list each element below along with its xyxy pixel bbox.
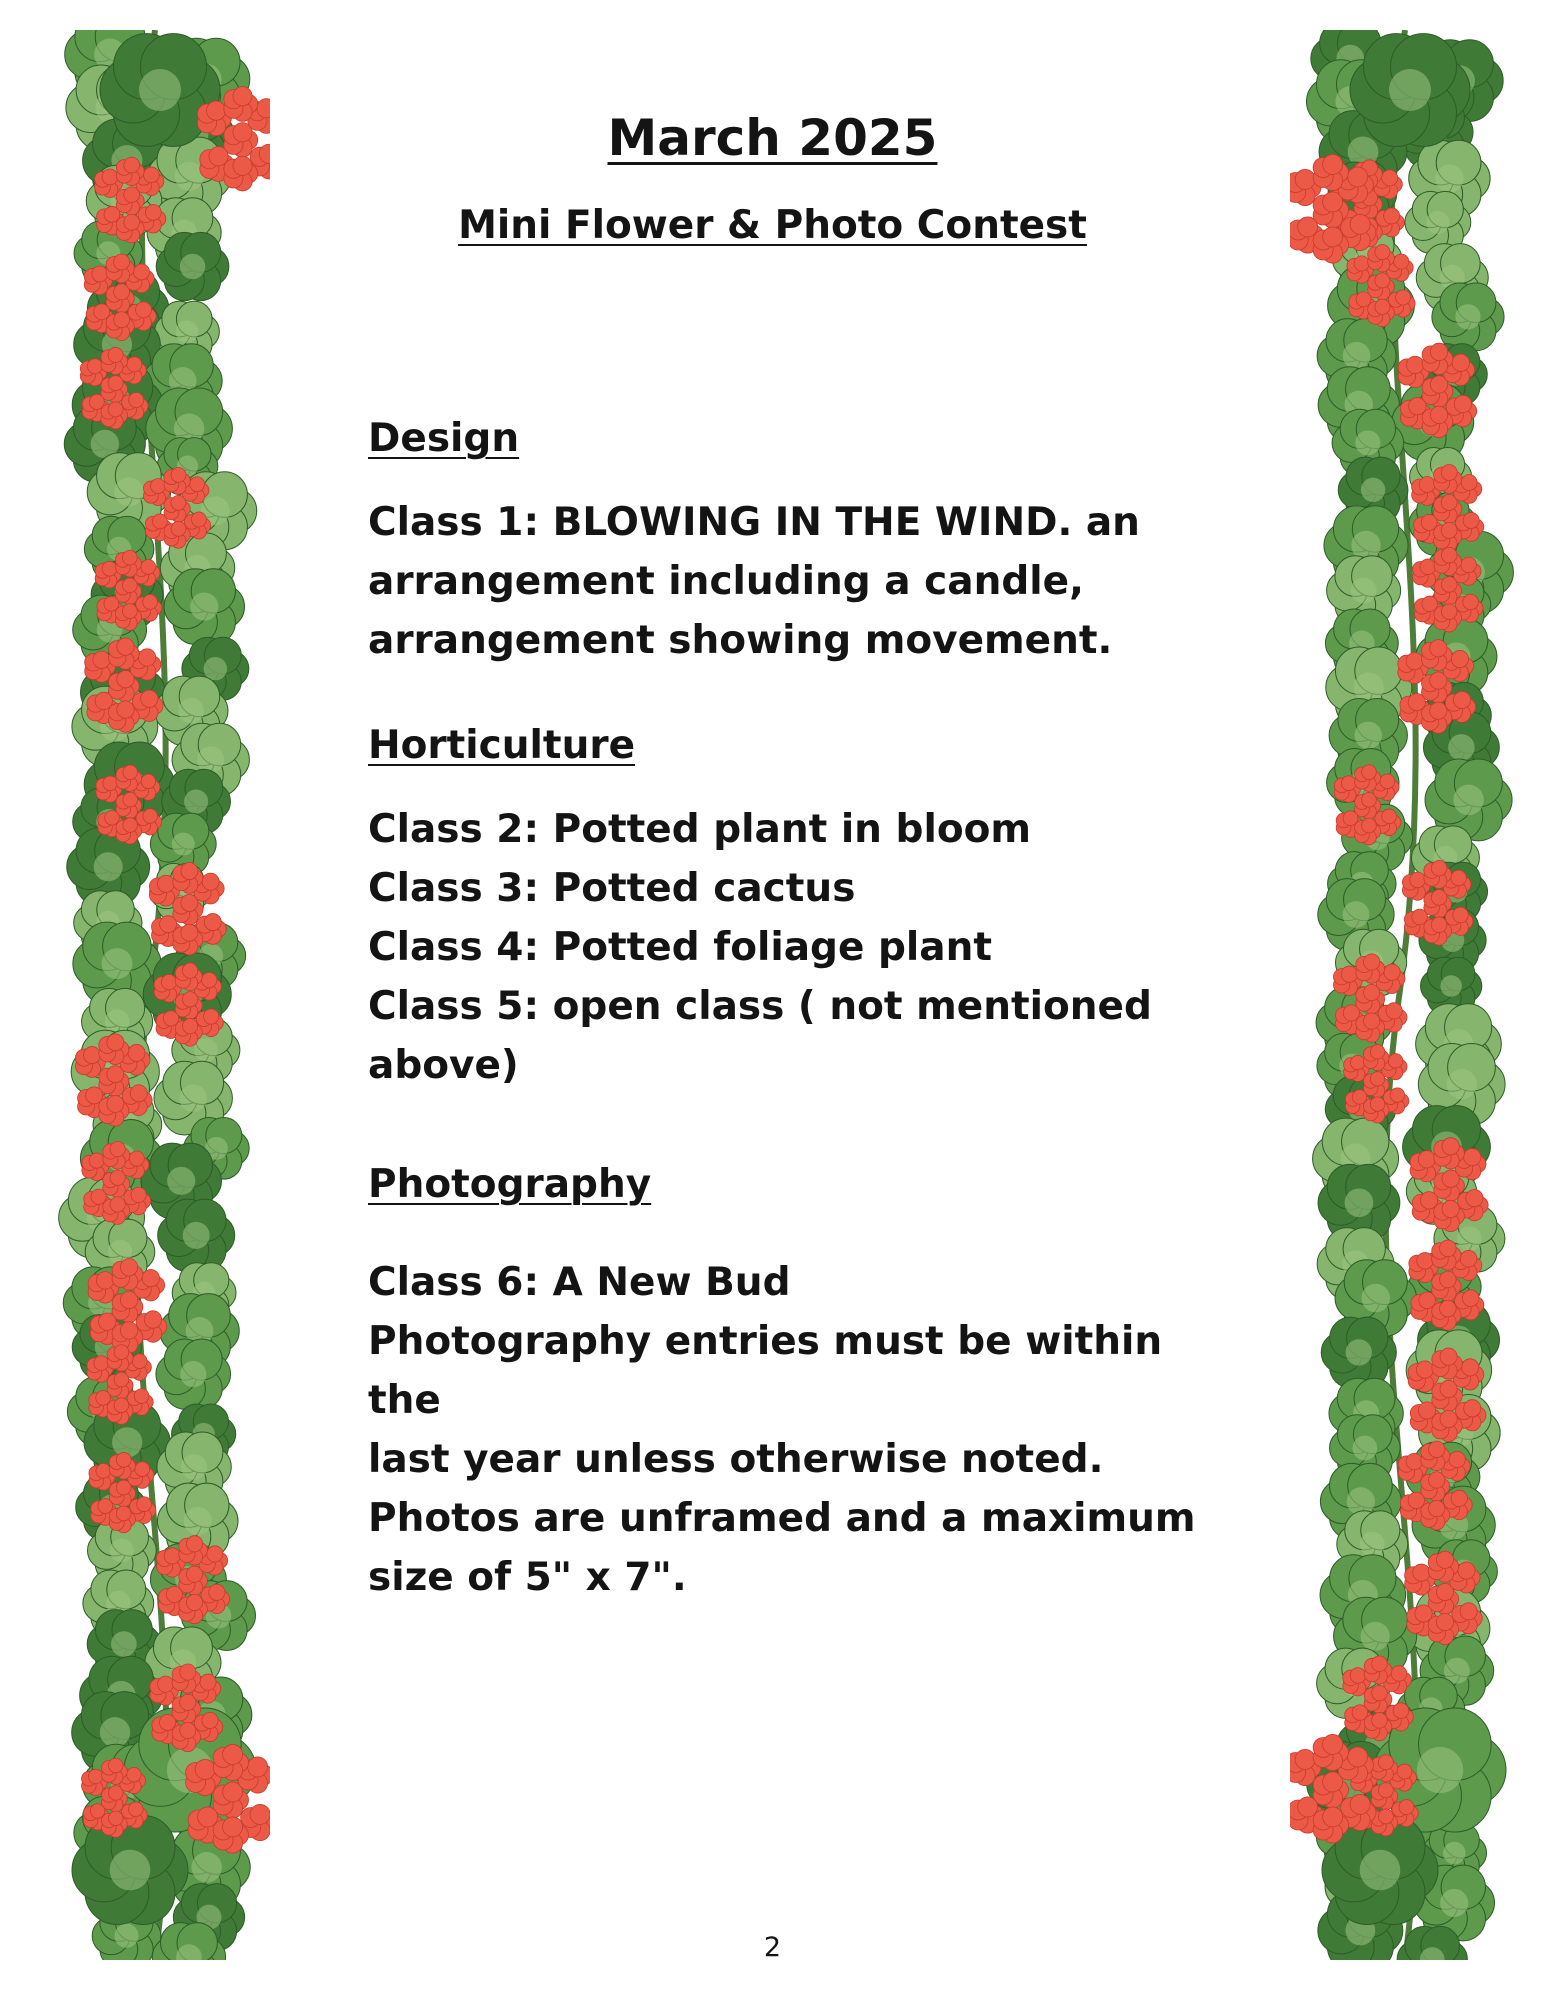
- design-section: [368, 415, 1228, 670]
- leaf-shape: [1321, 1317, 1396, 1388]
- page-title: March 2025: [607, 109, 938, 167]
- photography-line: Class 6: A New Bud: [368, 1260, 791, 1305]
- photography-line: Photos are unframed and a maximum: [368, 1496, 1196, 1541]
- photography-section: [368, 1161, 1228, 1607]
- horticulture-line: Class 5: open class ( not mentioned: [368, 984, 1152, 1029]
- design-line: Class 1: BLOWING IN THE WIND. an: [368, 500, 1140, 545]
- page-subtitle: Mini Flower & Photo Contest: [458, 203, 1087, 248]
- page-number: 2: [763, 1932, 782, 1963]
- photography-line: size of 5" x 7".: [368, 1555, 687, 1600]
- geranium-vine-left-graphic: [40, 30, 270, 1960]
- leaf-shape: [72, 1815, 188, 1924]
- horticulture-line: Class 2: Potted plant in bloom: [368, 807, 1032, 852]
- leaf-shape: [158, 1199, 235, 1271]
- horticulture-line: Class 4: Potted foliage plant: [368, 925, 992, 970]
- contest-classes: [368, 415, 1228, 1607]
- leaf-shape: [1432, 283, 1504, 351]
- horticulture-heading: Horticulture: [368, 723, 636, 768]
- design-line: arrangement showing movement.: [368, 618, 1113, 663]
- leaf-shape: [164, 569, 244, 645]
- geranium-vine-right-graphic: [1290, 30, 1520, 1960]
- geranium-vine-right-border: [1290, 30, 1520, 1960]
- photography-line: Photography entries must be within the: [368, 1319, 1163, 1423]
- horticulture-line: Class 3: Potted cactus: [368, 866, 856, 911]
- photography-line: last year unless otherwise noted.: [368, 1437, 1104, 1482]
- geranium-vine-left-border: [40, 30, 270, 1960]
- leaf-shape: [156, 1339, 231, 1409]
- design-line: arrangement including a candle,: [368, 559, 1084, 604]
- design-heading: Design: [368, 416, 520, 461]
- horticulture-section: [368, 722, 1228, 1095]
- horticulture-line: above): [368, 1043, 519, 1088]
- photography-heading: Photography: [368, 1162, 652, 1207]
